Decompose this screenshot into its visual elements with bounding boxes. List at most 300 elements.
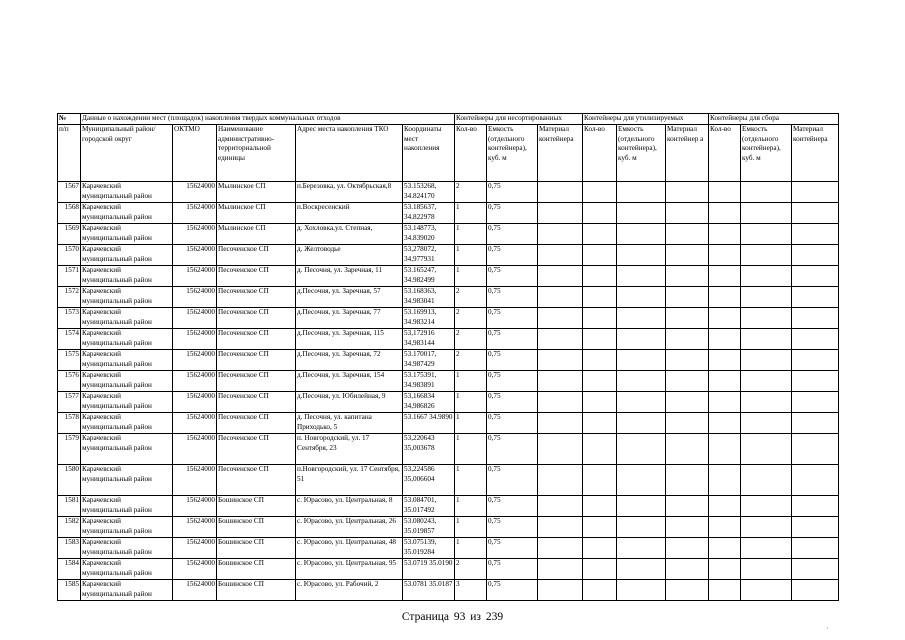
col-header-material: Материал контейнера — [538, 125, 583, 182]
cell-capacity: 0,75 — [487, 371, 538, 392]
cell-count-2 — [583, 203, 617, 224]
cell-material-2 — [666, 308, 709, 329]
table-row — [58, 465, 839, 496]
cell-address: д.Песочня, ул. Заречная, 115 — [296, 329, 403, 350]
cell-capacity: 0,75 — [487, 203, 538, 224]
group-header-location: Данные о нахождении мест (площадок) накопления твердых коммунальных отходов — [81, 114, 455, 125]
table-row — [58, 308, 839, 329]
table-row — [58, 580, 839, 601]
cell-capacity-3 — [741, 392, 792, 413]
cell-district: Карачевский муниципальный район — [81, 308, 173, 329]
cell-capacity-3 — [741, 182, 792, 203]
cell-no: 1575 — [58, 350, 81, 371]
cell-material-2 — [666, 350, 709, 371]
cell-count-2 — [583, 266, 617, 287]
cell-count-3 — [709, 392, 741, 413]
cell-address: с. Юрасово, ул. Центральная, 95 — [296, 559, 403, 580]
cell-count-3 — [709, 182, 741, 203]
table-row — [58, 496, 839, 517]
cell-district: Карачевский муниципальный район — [81, 465, 173, 496]
cell-capacity-3 — [741, 496, 792, 517]
cell-material-3 — [792, 287, 839, 308]
table-row — [58, 245, 839, 266]
cell-oktmo: 15624000 — [173, 538, 217, 559]
cell-address: д.Песочня, ул. Юбилейная, 9 — [296, 392, 403, 413]
cell-coords: 53,172916 34,983144 — [403, 329, 455, 350]
cell-oktmo: 15624000 — [173, 517, 217, 538]
table-row — [58, 329, 839, 350]
cell-no: 1580 — [58, 465, 81, 496]
cell-district: Карачевский муниципальный район — [81, 538, 173, 559]
cell-capacity-3 — [741, 287, 792, 308]
cell-capacity-3 — [741, 580, 792, 601]
cell-material-3 — [792, 224, 839, 245]
corner-mark: · — [826, 624, 829, 633]
cell-address: д. Песочня, ул. капитана Приходько, 5 — [296, 413, 403, 434]
cell-capacity-3 — [741, 224, 792, 245]
cell-count-3 — [709, 517, 741, 538]
cell-count-3 — [709, 434, 741, 465]
cell-material-3 — [792, 413, 839, 434]
table-row — [58, 350, 839, 371]
cell-material-2 — [666, 245, 709, 266]
cell-material — [538, 371, 583, 392]
cell-admin-unit: Мылинское СП — [217, 224, 296, 245]
cell-capacity-3 — [741, 434, 792, 465]
cell-material — [538, 392, 583, 413]
cell-count-3 — [709, 266, 741, 287]
cell-count: 1 — [455, 266, 487, 287]
table-row — [58, 287, 839, 308]
cell-material — [538, 580, 583, 601]
cell-material-2 — [666, 224, 709, 245]
cell-address: с. Юрасово, ул. Центральная, 8 — [296, 496, 403, 517]
cell-capacity-2 — [617, 308, 666, 329]
cell-admin-unit: Песоченское СП — [217, 392, 296, 413]
cell-material-2 — [666, 329, 709, 350]
col-header-capacity-3: Емкость (отдельного контейнера), куб. м — [741, 125, 792, 182]
cell-capacity-2 — [617, 245, 666, 266]
col-header-capacity-2: Емкость (отдельного контейнера), куб. м — [617, 125, 666, 182]
cell-no: 1574 — [58, 329, 81, 350]
cell-count-2 — [583, 538, 617, 559]
cell-district: Карачевский муниципальный район — [81, 580, 173, 601]
cell-district: Карачевский муниципальный район — [81, 559, 173, 580]
cell-address: д. Хохловка,ул. Степная, — [296, 224, 403, 245]
cell-capacity-2 — [617, 224, 666, 245]
cell-count: 3 — [455, 580, 487, 601]
cell-oktmo: 15624000 — [173, 203, 217, 224]
cell-capacity: 0,75 — [487, 224, 538, 245]
cell-count-3 — [709, 465, 741, 496]
cell-coords: 53.169913, 34.983214 — [403, 308, 455, 329]
cell-capacity-2 — [617, 559, 666, 580]
cell-no: 1581 — [58, 496, 81, 517]
group-header-recyclable: Контейнеры для утилизируемых — [583, 114, 709, 125]
cell-admin-unit: Бошинское СП — [217, 517, 296, 538]
cell-count-2 — [583, 245, 617, 266]
cell-admin-unit: Бошинское СП — [217, 559, 296, 580]
cell-count-3 — [709, 245, 741, 266]
col-header-material-3: Материал контейнера — [792, 125, 839, 182]
cell-capacity-3 — [741, 517, 792, 538]
cell-count: 2 — [455, 308, 487, 329]
cell-material-3 — [792, 329, 839, 350]
cell-capacity: 0,75 — [487, 182, 538, 203]
cell-count: 2 — [455, 329, 487, 350]
cell-no: 1576 — [58, 371, 81, 392]
cell-no: 1572 — [58, 287, 81, 308]
cell-count: 1 — [455, 465, 487, 496]
table-row — [58, 559, 839, 580]
cell-material — [538, 350, 583, 371]
table-row — [58, 392, 839, 413]
cell-capacity-3 — [741, 350, 792, 371]
table-row — [58, 371, 839, 392]
cell-count: 1 — [455, 434, 487, 465]
cell-address: д.Песочня, ул. Заречная, 77 — [296, 308, 403, 329]
cell-district: Карачевский муниципальный район — [81, 224, 173, 245]
cell-district: Карачевский муниципальный район — [81, 434, 173, 465]
col-header-district: Муниципальный район/городской округ — [81, 125, 173, 182]
cell-material — [538, 329, 583, 350]
cell-no: 1579 — [58, 434, 81, 465]
cell-material — [538, 287, 583, 308]
cell-material — [538, 245, 583, 266]
cell-capacity: 0,75 — [487, 413, 538, 434]
cell-capacity: 0,75 — [487, 559, 538, 580]
cell-count-2 — [583, 329, 617, 350]
cell-address: д.Песочня, ул. Заречная, 57 — [296, 287, 403, 308]
table-row — [58, 224, 839, 245]
cell-material-2 — [666, 517, 709, 538]
cell-address: с. Юрасово, ул. Центральная, 48 — [296, 538, 403, 559]
cell-capacity: 0,75 — [487, 517, 538, 538]
cell-material-3 — [792, 538, 839, 559]
cell-district: Карачевский муниципальный район — [81, 413, 173, 434]
cell-capacity-2 — [617, 266, 666, 287]
page-of: из — [470, 611, 481, 623]
cell-count-3 — [709, 350, 741, 371]
cell-oktmo: 15624000 — [173, 392, 217, 413]
cell-coords: 53,220643 35,003678 — [403, 434, 455, 465]
cell-district: Карачевский муниципальный район — [81, 266, 173, 287]
col-header-count: Кол-во — [455, 125, 487, 182]
cell-material-2 — [666, 182, 709, 203]
cell-oktmo: 15624000 — [173, 496, 217, 517]
cell-count-2 — [583, 413, 617, 434]
cell-count-2 — [583, 496, 617, 517]
cell-address: с. Юрасово, ул. Центральная, 26 — [296, 517, 403, 538]
cell-capacity-3 — [741, 413, 792, 434]
cell-oktmo: 15624000 — [173, 224, 217, 245]
cell-count-2 — [583, 465, 617, 496]
cell-oktmo: 15624000 — [173, 182, 217, 203]
cell-admin-unit: Песоченское СП — [217, 287, 296, 308]
cell-material-3 — [792, 465, 839, 496]
cell-count: 1 — [455, 517, 487, 538]
cell-coords: 53.075139, 35.019284 — [403, 538, 455, 559]
cell-material — [538, 203, 583, 224]
cell-district: Карачевский муниципальный район — [81, 245, 173, 266]
cell-no: 1584 — [58, 559, 81, 580]
cell-material-3 — [792, 496, 839, 517]
cell-material-3 — [792, 245, 839, 266]
cell-no: 1568 — [58, 203, 81, 224]
cell-count-3 — [709, 559, 741, 580]
cell-capacity: 0,75 — [487, 465, 538, 496]
cell-count-3 — [709, 580, 741, 601]
cell-material-2 — [666, 203, 709, 224]
cell-oktmo: 15624000 — [173, 465, 217, 496]
cell-capacity: 0,75 — [487, 329, 538, 350]
cell-coords: 53.1667 34.9890 — [403, 413, 455, 434]
cell-admin-unit: Песоченское СП — [217, 413, 296, 434]
table-row — [58, 266, 839, 287]
cell-capacity-3 — [741, 329, 792, 350]
cell-capacity-2 — [617, 496, 666, 517]
cell-material — [538, 224, 583, 245]
cell-district: Карачевский муниципальный район — [81, 203, 173, 224]
cell-coords: 53.165247, 34.982499 — [403, 266, 455, 287]
cell-capacity-2 — [617, 287, 666, 308]
cell-material — [538, 538, 583, 559]
cell-material — [538, 434, 583, 465]
cell-coords: 53.185637, 34.822978 — [403, 203, 455, 224]
cell-material — [538, 182, 583, 203]
cell-count-3 — [709, 538, 741, 559]
cell-count-2 — [583, 392, 617, 413]
cell-count: 1 — [455, 413, 487, 434]
cell-address: п. Новгородский, ул. 17 Сентября, 23 — [296, 434, 403, 465]
cell-material-2 — [666, 434, 709, 465]
cell-material-3 — [792, 182, 839, 203]
cell-district: Карачевский муниципальный район — [81, 371, 173, 392]
cell-coords: 53.0719 35.0190 — [403, 559, 455, 580]
cell-address: с. Юрасово, ул. Рабочий, 2 — [296, 580, 403, 601]
col-header-address: Адрес места накопления ТКО — [296, 125, 403, 182]
cell-admin-unit: Песоченское СП — [217, 245, 296, 266]
col-header-count-3: Кол-во — [709, 125, 741, 182]
cell-count-3 — [709, 496, 741, 517]
cell-coords: 53,224586 35,006604 — [403, 465, 455, 496]
cell-capacity: 0,75 — [487, 434, 538, 465]
cell-material-2 — [666, 266, 709, 287]
cell-count: 2 — [455, 287, 487, 308]
cell-oktmo: 15624000 — [173, 308, 217, 329]
cell-material — [538, 465, 583, 496]
cell-capacity: 0,75 — [487, 496, 538, 517]
group-header-no: № — [58, 114, 81, 125]
cell-address: д. Желтоводье — [296, 245, 403, 266]
cell-count-2 — [583, 287, 617, 308]
cell-material-3 — [792, 580, 839, 601]
cell-no: 1570 — [58, 245, 81, 266]
cell-oktmo: 15624000 — [173, 350, 217, 371]
cell-district: Карачевский муниципальный район — [81, 496, 173, 517]
cell-coords: 53.168363, 34.983041 — [403, 287, 455, 308]
cell-material — [538, 308, 583, 329]
cell-oktmo: 15624000 — [173, 329, 217, 350]
cell-no: 1569 — [58, 224, 81, 245]
cell-capacity-2 — [617, 434, 666, 465]
cell-no: 1582 — [58, 517, 81, 538]
cell-oktmo: 15624000 — [173, 559, 217, 580]
cell-capacity: 0,75 — [487, 580, 538, 601]
cell-capacity-2 — [617, 392, 666, 413]
cell-capacity-3 — [741, 465, 792, 496]
col-header-capacity: Емкость (отдельного контейнера), куб. м — [487, 125, 538, 182]
cell-count-3 — [709, 413, 741, 434]
cell-admin-unit: Мылинское СП — [217, 182, 296, 203]
cell-material-2 — [666, 371, 709, 392]
cell-count-2 — [583, 308, 617, 329]
cell-capacity: 0,75 — [487, 245, 538, 266]
cell-coords: 53.175391, 34.983891 — [403, 371, 455, 392]
cell-count-2 — [583, 182, 617, 203]
cell-admin-unit: Бошинское СП — [217, 538, 296, 559]
cell-count-2 — [583, 517, 617, 538]
cell-count: 2 — [455, 350, 487, 371]
cell-capacity: 0,75 — [487, 392, 538, 413]
cell-capacity: 0,75 — [487, 287, 538, 308]
cell-material-2 — [666, 538, 709, 559]
cell-coords: 53.148773, 34.839020 — [403, 224, 455, 245]
cell-count-3 — [709, 371, 741, 392]
cell-count: 2 — [455, 559, 487, 580]
cell-count-2 — [583, 350, 617, 371]
cell-no: 1571 — [58, 266, 81, 287]
cell-capacity-2 — [617, 371, 666, 392]
page-total: 239 — [485, 611, 504, 623]
table-row — [58, 413, 839, 434]
cell-material-2 — [666, 496, 709, 517]
cell-oktmo: 15624000 — [173, 413, 217, 434]
cell-oktmo: 15624000 — [173, 287, 217, 308]
col-header-material-2: Материал контейнер а — [666, 125, 709, 182]
cell-admin-unit: Бошинское СП — [217, 580, 296, 601]
cell-material-3 — [792, 350, 839, 371]
cell-capacity: 0,75 — [487, 350, 538, 371]
cell-admin-unit: Песоченское СП — [217, 371, 296, 392]
cell-count: 1 — [455, 245, 487, 266]
cell-district: Карачевский муниципальный район — [81, 287, 173, 308]
cell-material — [538, 266, 583, 287]
group-header-collection: Контейнеры для сбора — [709, 114, 839, 125]
cell-coords: 53.170017, 34.987429 — [403, 350, 455, 371]
cell-count: 1 — [455, 371, 487, 392]
cell-coords: 53.153268, 34.824170 — [403, 182, 455, 203]
cell-material — [538, 496, 583, 517]
cell-material-3 — [792, 559, 839, 580]
cell-no: 1577 — [58, 392, 81, 413]
containers-registry-table — [57, 113, 839, 601]
table-row — [58, 538, 839, 559]
cell-capacity-2 — [617, 580, 666, 601]
table-row — [58, 434, 839, 465]
cell-count-3 — [709, 287, 741, 308]
cell-oktmo: 15624000 — [173, 266, 217, 287]
cell-count-2 — [583, 371, 617, 392]
cell-no: 1585 — [58, 580, 81, 601]
cell-district: Карачевский муниципальный район — [81, 350, 173, 371]
cell-oktmo: 15624000 — [173, 434, 217, 465]
page-number: 93 — [453, 611, 466, 623]
table-row — [58, 182, 839, 203]
cell-no: 1567 — [58, 182, 81, 203]
cell-count: 1 — [455, 224, 487, 245]
cell-count-2 — [583, 434, 617, 465]
cell-district: Карачевский муниципальный район — [81, 329, 173, 350]
cell-capacity: 0,75 — [487, 538, 538, 559]
cell-capacity-2 — [617, 517, 666, 538]
cell-admin-unit: Песоченское СП — [217, 434, 296, 465]
cell-admin-unit: Бошинское СП — [217, 496, 296, 517]
cell-oktmo: 15624000 — [173, 580, 217, 601]
cell-no: 1583 — [58, 538, 81, 559]
cell-count-3 — [709, 329, 741, 350]
cell-district: Карачевский муниципальный район — [81, 392, 173, 413]
column-header-row — [58, 125, 839, 182]
col-header-coords: Координаты мест накопления — [403, 125, 455, 182]
cell-capacity-3 — [741, 308, 792, 329]
cell-no: 1578 — [58, 413, 81, 434]
cell-count-3 — [709, 308, 741, 329]
cell-count-3 — [709, 203, 741, 224]
cell-admin-unit: Мылинское СП — [217, 203, 296, 224]
cell-material-2 — [666, 287, 709, 308]
cell-material-3 — [792, 308, 839, 329]
cell-capacity-2 — [617, 538, 666, 559]
cell-capacity-3 — [741, 203, 792, 224]
cell-coords: 53.080243, 35.019857 — [403, 517, 455, 538]
cell-material-2 — [666, 392, 709, 413]
cell-admin-unit: Песоченское СП — [217, 350, 296, 371]
cell-count-2 — [583, 559, 617, 580]
cell-material-3 — [792, 434, 839, 465]
cell-capacity-2 — [617, 203, 666, 224]
page-footer — [0, 611, 905, 623]
cell-count-3 — [709, 224, 741, 245]
cell-admin-unit: Песоченское СП — [217, 465, 296, 496]
group-header-row — [58, 114, 839, 125]
cell-address: п.Березовка, ул. Октябрьская,8 — [296, 182, 403, 203]
cell-capacity-2 — [617, 182, 666, 203]
cell-admin-unit: Песоченское СП — [217, 308, 296, 329]
cell-material-2 — [666, 413, 709, 434]
cell-district: Карачевский муниципальный район — [81, 517, 173, 538]
page-label: Страница — [401, 611, 450, 623]
cell-material-2 — [666, 580, 709, 601]
col-header-no: п/п — [58, 125, 81, 182]
cell-capacity-2 — [617, 350, 666, 371]
cell-count: 1 — [455, 392, 487, 413]
cell-admin-unit: Песоченское СП — [217, 329, 296, 350]
cell-material-3 — [792, 392, 839, 413]
cell-coords: 53.084701, 35.017492 — [403, 496, 455, 517]
cell-capacity-3 — [741, 371, 792, 392]
cell-material-3 — [792, 517, 839, 538]
cell-address: п.Новгородский, ул. 17 Сентября, 51 — [296, 465, 403, 496]
cell-material — [538, 559, 583, 580]
cell-district: Карачевский муниципальный район — [81, 182, 173, 203]
cell-material — [538, 517, 583, 538]
group-header-unsorted: Контейнеры для несортированных — [455, 114, 583, 125]
cell-coords: 53,278072, 34,977931 — [403, 245, 455, 266]
cell-count: 1 — [455, 496, 487, 517]
cell-capacity-3 — [741, 559, 792, 580]
cell-capacity-2 — [617, 329, 666, 350]
